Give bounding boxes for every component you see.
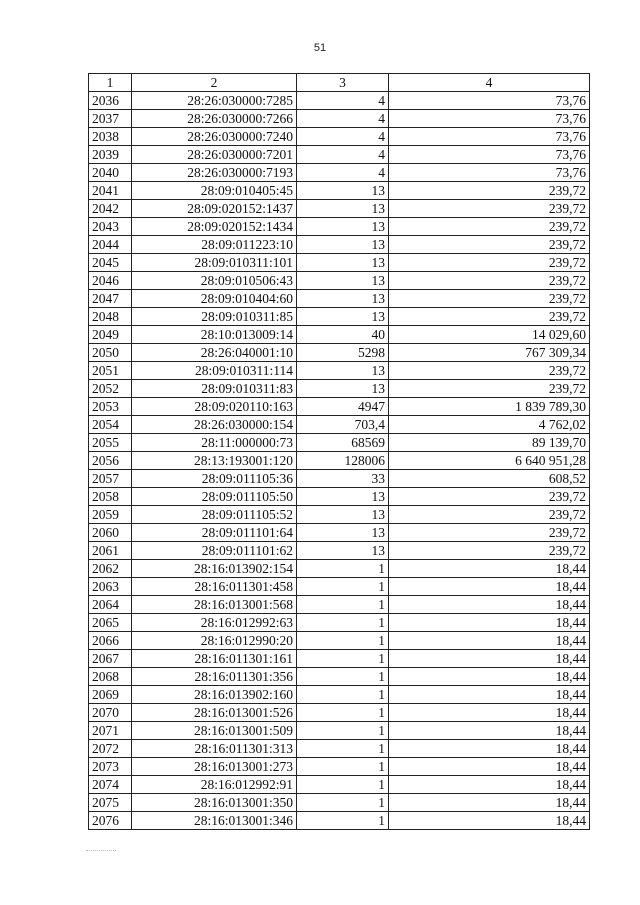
row-number-cell: 2038 (89, 128, 132, 146)
amount-cell: 1 839 789,30 (389, 398, 590, 416)
row-number-cell: 2076 (89, 812, 132, 830)
table-row (89, 434, 590, 452)
table-row (89, 416, 590, 434)
table-row (89, 272, 590, 290)
amount-cell: 18,44 (389, 758, 590, 776)
area-cell: 68569 (297, 434, 389, 452)
amount-cell: 18,44 (389, 704, 590, 722)
row-number-cell: 2061 (89, 542, 132, 560)
amount-cell: 239,72 (389, 362, 590, 380)
table-row (89, 398, 590, 416)
table-row (89, 92, 590, 110)
area-cell: 1 (297, 650, 389, 668)
amount-cell: 73,76 (389, 164, 590, 182)
area-cell: 4 (297, 110, 389, 128)
area-cell: 703,4 (297, 416, 389, 434)
row-number-cell: 2041 (89, 182, 132, 200)
table-row (89, 452, 590, 470)
cadastral-number-cell: 28:09:010506:43 (132, 272, 297, 290)
cadastral-number-cell: 28:09:011105:52 (132, 506, 297, 524)
row-number-cell: 2047 (89, 290, 132, 308)
amount-cell: 18,44 (389, 632, 590, 650)
cadastral-number-cell: 28:16:012992:91 (132, 776, 297, 794)
amount-cell: 239,72 (389, 380, 590, 398)
area-cell: 13 (297, 200, 389, 218)
table-row (89, 794, 590, 812)
table-row (89, 128, 590, 146)
cadastral-number-cell: 28:13:193001:120 (132, 452, 297, 470)
cadastral-number-cell: 28:16:013001:346 (132, 812, 297, 830)
area-cell: 13 (297, 308, 389, 326)
table-row (89, 632, 590, 650)
table-row (89, 470, 590, 488)
cadastral-number-cell: 28:09:010311:114 (132, 362, 297, 380)
row-number-cell: 2071 (89, 722, 132, 740)
amount-cell: 73,76 (389, 110, 590, 128)
cadastral-number-cell: 28:26:040001:10 (132, 344, 297, 362)
row-number-cell: 2069 (89, 686, 132, 704)
amount-cell: 18,44 (389, 740, 590, 758)
row-number-cell: 2042 (89, 200, 132, 218)
area-cell: 1 (297, 686, 389, 704)
area-cell: 1 (297, 614, 389, 632)
area-cell: 1 (297, 704, 389, 722)
area-cell: 1 (297, 740, 389, 758)
amount-cell: 239,72 (389, 524, 590, 542)
cadastral-number-cell: 28:09:020110:163 (132, 398, 297, 416)
table-row (89, 236, 590, 254)
amount-cell: 239,72 (389, 236, 590, 254)
table-row (89, 254, 590, 272)
area-cell: 5298 (297, 344, 389, 362)
table-row (89, 326, 590, 344)
area-cell: 13 (297, 290, 389, 308)
amount-cell: 239,72 (389, 542, 590, 560)
row-number-cell: 2036 (89, 92, 132, 110)
cadastral-number-cell: 28:16:013902:160 (132, 686, 297, 704)
amount-cell: 18,44 (389, 668, 590, 686)
table-row (89, 812, 590, 830)
row-number-cell: 2063 (89, 578, 132, 596)
area-cell: 13 (297, 236, 389, 254)
cadastral-number-cell: 28:26:030000:7266 (132, 110, 297, 128)
amount-cell: 239,72 (389, 218, 590, 236)
table-row (89, 776, 590, 794)
cadastral-number-cell: 28:09:010405:45 (132, 182, 297, 200)
cadastral-number-cell: 28:26:030000:7201 (132, 146, 297, 164)
amount-cell: 608,52 (389, 470, 590, 488)
cadastral-number-cell: 28:16:012992:63 (132, 614, 297, 632)
amount-cell: 18,44 (389, 812, 590, 830)
row-number-cell: 2067 (89, 650, 132, 668)
area-cell: 1 (297, 668, 389, 686)
cadastral-number-cell: 28:26:030000:7285 (132, 92, 297, 110)
table-row (89, 362, 590, 380)
row-number-cell: 2044 (89, 236, 132, 254)
table-row (89, 614, 590, 632)
amount-cell: 239,72 (389, 290, 590, 308)
row-number-cell: 2059 (89, 506, 132, 524)
amount-cell: 18,44 (389, 776, 590, 794)
cadastral-number-cell: 28:16:013001:509 (132, 722, 297, 740)
amount-cell: 4 762,02 (389, 416, 590, 434)
table-row (89, 200, 590, 218)
row-number-cell: 2053 (89, 398, 132, 416)
table-header-row (89, 74, 590, 92)
amount-cell: 73,76 (389, 92, 590, 110)
row-number-cell: 2052 (89, 380, 132, 398)
row-number-cell: 2072 (89, 740, 132, 758)
amount-cell: 18,44 (389, 560, 590, 578)
table-row (89, 668, 590, 686)
area-cell: 1 (297, 722, 389, 740)
row-number-cell: 2057 (89, 470, 132, 488)
amount-cell: 239,72 (389, 488, 590, 506)
table-row (89, 488, 590, 506)
cadastral-number-cell: 28:16:013001:568 (132, 596, 297, 614)
area-cell: 13 (297, 272, 389, 290)
row-number-cell: 2055 (89, 434, 132, 452)
row-number-cell: 2054 (89, 416, 132, 434)
table-row (89, 182, 590, 200)
area-cell: 13 (297, 254, 389, 272)
cadastral-number-cell: 28:16:011301:313 (132, 740, 297, 758)
table-row (89, 758, 590, 776)
area-cell: 1 (297, 794, 389, 812)
cadastral-number-cell: 28:16:011301:161 (132, 650, 297, 668)
table-row (89, 542, 590, 560)
row-number-cell: 2070 (89, 704, 132, 722)
cadastral-number-cell: 28:26:030000:7240 (132, 128, 297, 146)
area-cell: 128006 (297, 452, 389, 470)
column-header-1: 1 (89, 74, 132, 92)
row-number-cell: 2043 (89, 218, 132, 236)
row-number-cell: 2075 (89, 794, 132, 812)
table-row (89, 686, 590, 704)
table-row (89, 740, 590, 758)
table-row (89, 218, 590, 236)
area-cell: 1 (297, 578, 389, 596)
cadastral-number-cell: 28:09:020152:1434 (132, 218, 297, 236)
cadastral-number-cell: 28:09:011223:10 (132, 236, 297, 254)
cadastral-number-cell: 28:09:020152:1437 (132, 200, 297, 218)
row-number-cell: 2073 (89, 758, 132, 776)
area-cell: 13 (297, 524, 389, 542)
row-number-cell: 2037 (89, 110, 132, 128)
area-cell: 1 (297, 632, 389, 650)
area-cell: 33 (297, 470, 389, 488)
cadastral-table (88, 73, 590, 830)
cadastral-number-cell: 28:16:011301:356 (132, 668, 297, 686)
footer-rule (86, 850, 116, 851)
row-number-cell: 2049 (89, 326, 132, 344)
area-cell: 1 (297, 776, 389, 794)
cadastral-number-cell: 28:09:010311:85 (132, 308, 297, 326)
row-number-cell: 2046 (89, 272, 132, 290)
amount-cell: 73,76 (389, 128, 590, 146)
table-row (89, 290, 590, 308)
area-cell: 13 (297, 362, 389, 380)
area-cell: 4 (297, 128, 389, 146)
table-row (89, 578, 590, 596)
amount-cell: 18,44 (389, 596, 590, 614)
amount-cell: 239,72 (389, 272, 590, 290)
row-number-cell: 2058 (89, 488, 132, 506)
row-number-cell: 2045 (89, 254, 132, 272)
cadastral-number-cell: 28:16:013001:273 (132, 758, 297, 776)
area-cell: 13 (297, 506, 389, 524)
row-number-cell: 2039 (89, 146, 132, 164)
column-header-2: 2 (132, 74, 297, 92)
table-row (89, 524, 590, 542)
area-cell: 40 (297, 326, 389, 344)
table-row (89, 344, 590, 362)
amount-cell: 239,72 (389, 200, 590, 218)
cadastral-number-cell: 28:16:013001:526 (132, 704, 297, 722)
row-number-cell: 2056 (89, 452, 132, 470)
area-cell: 13 (297, 218, 389, 236)
cadastral-number-cell: 28:16:012990:20 (132, 632, 297, 650)
table-row (89, 596, 590, 614)
row-number-cell: 2066 (89, 632, 132, 650)
area-cell: 4947 (297, 398, 389, 416)
amount-cell: 18,44 (389, 794, 590, 812)
table-row (89, 380, 590, 398)
row-number-cell: 2062 (89, 560, 132, 578)
area-cell: 4 (297, 164, 389, 182)
cadastral-number-cell: 28:09:010404:60 (132, 290, 297, 308)
area-cell: 13 (297, 182, 389, 200)
area-cell: 4 (297, 146, 389, 164)
cadastral-number-cell: 28:11:000000:73 (132, 434, 297, 452)
table-row (89, 164, 590, 182)
cadastral-number-cell: 28:09:011105:50 (132, 488, 297, 506)
amount-cell: 239,72 (389, 506, 590, 524)
row-number-cell: 2074 (89, 776, 132, 794)
table-row (89, 506, 590, 524)
area-cell: 1 (297, 596, 389, 614)
row-number-cell: 2060 (89, 524, 132, 542)
cadastral-number-cell: 28:16:013902:154 (132, 560, 297, 578)
page-number: 51 (313, 42, 327, 54)
amount-cell: 18,44 (389, 686, 590, 704)
table-row (89, 704, 590, 722)
row-number-cell: 2051 (89, 362, 132, 380)
table-body (89, 92, 590, 830)
row-number-cell: 2050 (89, 344, 132, 362)
cadastral-number-cell: 28:09:011105:36 (132, 470, 297, 488)
table-row (89, 308, 590, 326)
cadastral-number-cell: 28:09:011101:62 (132, 542, 297, 560)
area-cell: 13 (297, 488, 389, 506)
amount-cell: 18,44 (389, 614, 590, 632)
cadastral-number-cell: 28:09:011101:64 (132, 524, 297, 542)
area-cell: 1 (297, 758, 389, 776)
area-cell: 13 (297, 542, 389, 560)
cadastral-number-cell: 28:16:013001:350 (132, 794, 297, 812)
amount-cell: 239,72 (389, 254, 590, 272)
area-cell: 1 (297, 560, 389, 578)
row-number-cell: 2068 (89, 668, 132, 686)
cadastral-number-cell: 28:10:013009:14 (132, 326, 297, 344)
table-row (89, 722, 590, 740)
table-row (89, 560, 590, 578)
amount-cell: 18,44 (389, 722, 590, 740)
row-number-cell: 2048 (89, 308, 132, 326)
amount-cell: 73,76 (389, 146, 590, 164)
amount-cell: 6 640 951,28 (389, 452, 590, 470)
column-header-4: 4 (389, 74, 590, 92)
row-number-cell: 2064 (89, 596, 132, 614)
amount-cell: 14 029,60 (389, 326, 590, 344)
cadastral-number-cell: 28:16:011301:458 (132, 578, 297, 596)
amount-cell: 239,72 (389, 182, 590, 200)
cadastral-number-cell: 28:26:030000:154 (132, 416, 297, 434)
row-number-cell: 2040 (89, 164, 132, 182)
area-cell: 1 (297, 812, 389, 830)
amount-cell: 18,44 (389, 578, 590, 596)
amount-cell: 239,72 (389, 308, 590, 326)
amount-cell: 18,44 (389, 650, 590, 668)
amount-cell: 89 139,70 (389, 434, 590, 452)
table-row (89, 110, 590, 128)
cadastral-number-cell: 28:09:010311:101 (132, 254, 297, 272)
table-row (89, 146, 590, 164)
area-cell: 4 (297, 92, 389, 110)
row-number-cell: 2065 (89, 614, 132, 632)
amount-cell: 767 309,34 (389, 344, 590, 362)
area-cell: 13 (297, 380, 389, 398)
column-header-3: 3 (297, 74, 389, 92)
cadastral-number-cell: 28:26:030000:7193 (132, 164, 297, 182)
cadastral-number-cell: 28:09:010311:83 (132, 380, 297, 398)
table-row (89, 650, 590, 668)
